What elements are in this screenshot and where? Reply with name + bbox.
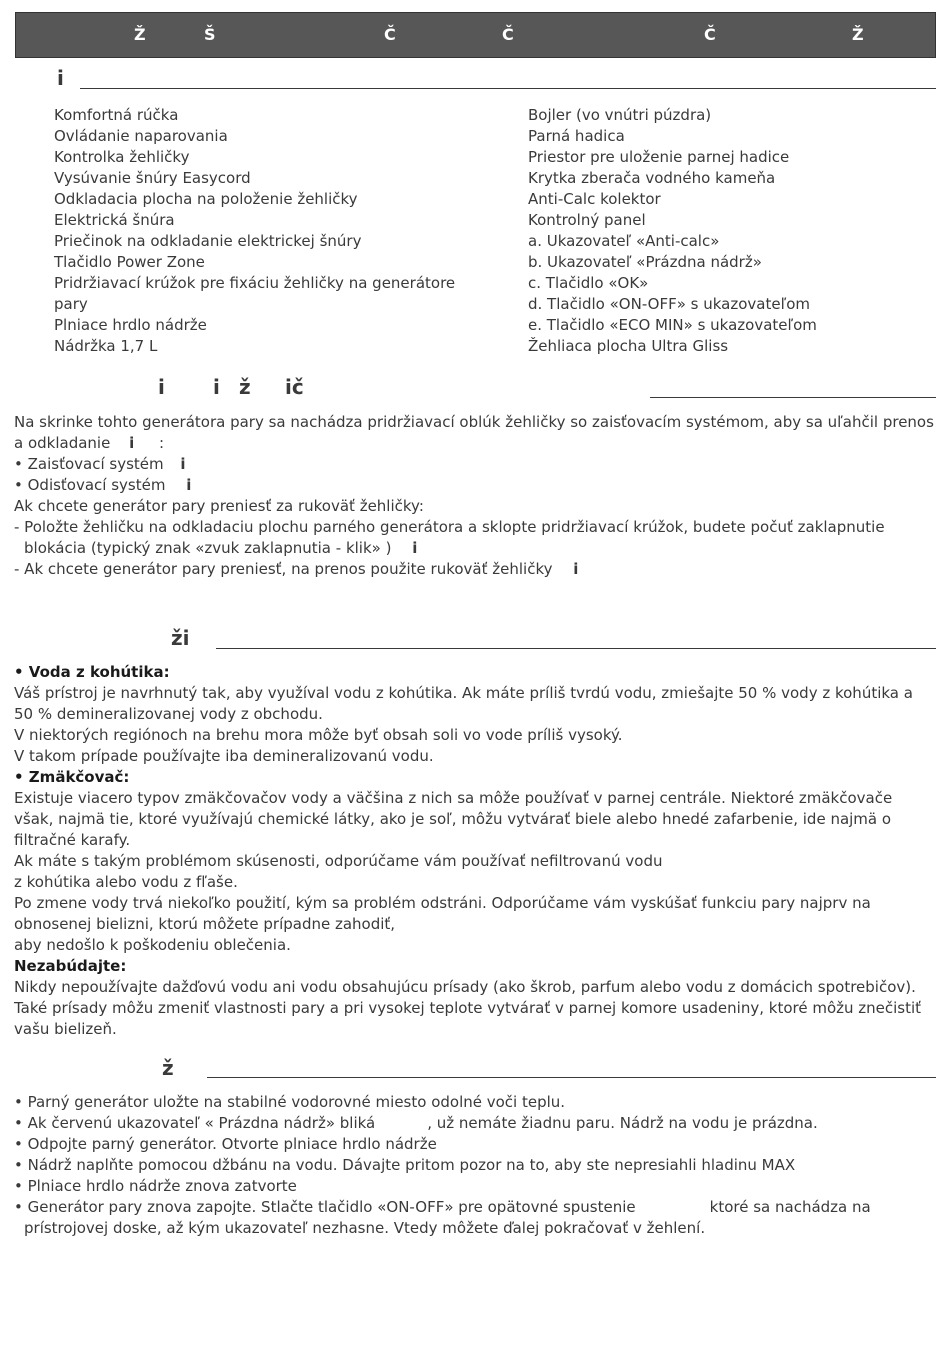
list-item: e. Tlačidlo «ECO MIN» s ukazovateľom [528,316,817,334]
list-item: c. Tlačidlo «OK» [528,274,649,292]
paragraph-line: Nikdy nepoužívajte dažďovú vodu ani vodu obsahujúcu prísady (ako škrob, parfum alebo vodu z domácich spotrebičov). [14,978,916,996]
parts-list-right [528,105,817,357]
list-item: a. Ukazovateľ «Anti-calc» [528,232,720,250]
header-glyph: Č [704,25,716,44]
list-item: Vysúvanie šnúry Easycord [54,169,251,187]
paragraph-line: z kohútika alebo vodu z fľaše. [14,873,238,891]
list-item: b. Ukazovateľ «Prázdna nádrž» [528,253,762,271]
paragraph-line: 50 % demineralizovanej vody z obchodu. [14,705,323,723]
section3-body [14,662,936,1040]
bullet-item [14,454,936,475]
list-item: Priestor pre uloženie parnej hadice [528,148,790,166]
section1-heading: i [57,66,64,90]
list-item: Elektrická šnúra [54,211,175,229]
section2-rule [650,397,936,398]
header-glyph: Ž [852,25,864,44]
subheading: • Voda z kohútika: [14,663,170,681]
list-item: d. Tlačidlo «ON-OFF» s ukazovateľom [528,295,811,313]
header-glyph: Ž [134,25,146,44]
heading-fragment: i [158,375,165,399]
text: • Zaisťovací systém [14,455,164,473]
figure-mark: i [412,539,418,557]
paragraph-line: aby nedošlo k poškodeniu oblečenia. [14,936,291,954]
text: - Ak chcete generátor pary preniesť, na prenos použite rukoväť žehličky [14,560,553,578]
paragraph-line: Ak máte s takým problémom skúsenosti, odporúčame vám používať nefiltrovanú vodu [14,852,663,870]
dash-item [14,559,936,580]
paragraph-line: V niektorých regiónoch na brehu mora môže byť obsah soli vo vode príliš vysoký. [14,726,623,744]
paragraph-line: však, najmä tie, ktoré využívajú chemické látky, ako je soľ, môžu vytvárať biele alebo hnedé zafarbenie, ide najmä o [14,810,892,828]
list-item: Anti-Calc kolektor [528,190,661,208]
dash-item: - Položte žehličku na odkladaciu plochu parného generátora a sklopte pridržiavací krúžok, budete počuť zaklapnutie [14,518,885,536]
heading-fragment: ič [285,375,304,399]
figure-mark: i [573,560,579,578]
heading-fragment: i [213,375,220,399]
text: : [159,434,165,452]
list-item: Odkladacia plocha na položenie žehličky [54,190,358,208]
paragraph-line: vašu bielizeň. [14,1020,117,1038]
bullet-item-cont: prístrojovej doske, až kým ukazovateľ nezhasne. Vtedy môžete ďalej pokračovať v žehlení. [24,1219,706,1237]
list-item: Plniace hrdlo nádrže [54,316,207,334]
dash-item-cont [14,538,936,559]
list-item: Komfortná rúčka [54,106,179,124]
paragraph-line: V takom prípade používajte iba demineralizovanú vodu. [14,747,434,765]
paragraph-line: filtračné karafy. [14,831,131,849]
list-item: Krytka zberača vodného kameňa [528,169,776,187]
text: a odkladanie [14,434,111,452]
text: , už nemáte žiadnu paru. Nádrž na vodu je prázdna. [427,1114,818,1132]
list-item: pary [54,295,88,313]
section1-rule [80,88,936,89]
text: • Odisťovací systém [14,476,166,494]
list-item: Nádržka 1,7 L [54,337,158,355]
text: • Generátor pary znova zapojte. Stlačte tlačidlo «ON-OFF» pre opätovné spustenie [14,1198,636,1216]
paragraph-line: Také prísady môžu zmeniť vlastnosti pary a pri vysokej teplote vytvárať v parnej komore usadeniny, ktoré môžu znečistiť [14,999,922,1017]
bullet-item: • Parný generátor uložte na stabilné vodorovné miesto odolné voči teplu. [14,1093,566,1111]
list-item: Kontrolný panel [528,211,646,229]
bullet-item: • Nádrž naplňte pomocou džbánu na vodu. Dávajte pritom pozor na to, aby ste nepresiahli hladinu MAX [14,1156,796,1174]
section4-body [14,1092,936,1239]
paragraph-line: Ak chcete generátor pary preniesť za rukoväť žehličky: [14,497,424,515]
paragraph-line [14,433,936,454]
paragraph-line: Existuje viacero typov zmäkčovačov vody a väčšina z nich sa môže používať v parnej centrále. Niektoré zmäkčovače [14,789,893,807]
bullet-item [14,1113,936,1134]
text: • Ak červenú ukazovateľ « Prázdna nádrž» bliká [14,1114,376,1132]
list-item: Priečinok na odkladanie elektrickej šnúry [54,232,362,250]
paragraph-line: obnosenej bielizni, ktorú môžete prípadne zahodiť, [14,915,396,933]
text: blokácia (typický znak «zvuk zaklapnutia - klik» ) [24,539,392,557]
bullet-item [14,475,936,496]
list-item: Žehliaca plocha Ultra Gliss [528,337,729,355]
list-item: Tlačidlo Power Zone [54,253,205,271]
bullet-item [14,1197,936,1218]
parts-list-left [54,105,455,357]
figure-mark: i [180,455,186,473]
figure-mark: i [129,434,135,452]
text: ktoré sa nachádza na [709,1198,871,1216]
list-item: Ovládanie naparovania [54,127,228,145]
header-glyph: Š [204,25,216,44]
section4-rule [207,1077,936,1078]
heading-fragment: ž [239,375,251,399]
list-item: Pridržiavací krúžok pre fixáciu žehličky na generátore [54,274,456,292]
section4-heading: ž [162,1056,174,1080]
paragraph-line: Po zmene vody trvá niekoľko použití, kým sa problém odstráni. Odporúčame vám vyskúšať funkciu pary najprv na [14,894,871,912]
section3-rule [216,648,936,649]
subheading: • Zmäkčovač: [14,768,130,786]
figure-mark: i [186,476,192,494]
list-item: Bojler (vo vnútri púzdra) [528,106,712,124]
bullet-item: • Plniace hrdlo nádrže znova zatvorte [14,1177,297,1195]
section3-heading: ži [171,626,190,650]
paragraph-line: Na skrinke tohto generátora pary sa nachádza pridržiavací oblúk žehličky so zaisťovacím systémom, aby sa uľahčil prenos [14,413,934,431]
section2-body [14,412,936,580]
bullet-item: • Odpojte parný generátor. Otvorte plniace hrdlo nádrže [14,1135,437,1153]
list-item: Parná hadica [528,127,625,145]
list-item: Kontrolka žehličky [54,148,190,166]
header-glyph: Č [384,25,396,44]
subheading: Nezabúdajte: [14,957,127,975]
paragraph-line: Váš prístroj je navrhnutý tak, aby využíval vodu z kohútika. Ak máte príliš tvrdú vodu, zmiešajte 50 % vody z kohútika a [14,684,913,702]
header-glyph: Č [502,25,514,44]
header-bar [15,12,936,58]
